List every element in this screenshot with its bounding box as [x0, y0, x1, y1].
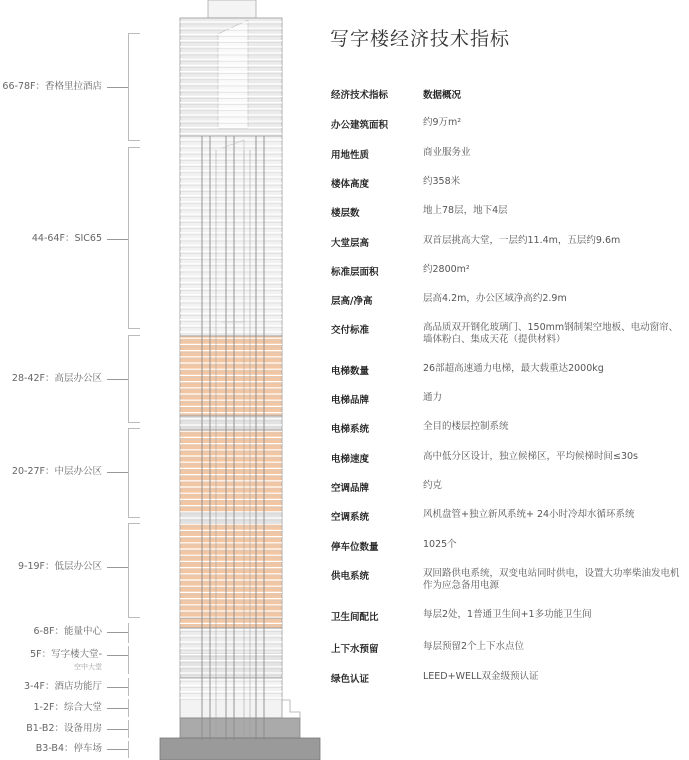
spec-name: 电梯速度 — [331, 454, 370, 465]
floor-label-hotel: 66-78F：香格里拉酒店 — [2, 81, 102, 92]
floor-label-hotel-function: 3-4F：酒店功能厅 — [24, 681, 102, 692]
floor-label-parking: B3-B4：停车场 — [35, 743, 102, 754]
floor-label-equipment: B1-B2：设备用房 — [26, 723, 102, 734]
tower-sky-lobby — [180, 654, 282, 678]
spec-name: 层高/净高 — [331, 296, 373, 307]
spec-name: 电梯品牌 — [331, 395, 370, 406]
floor-bracket — [128, 33, 140, 141]
floor-label-low-office: 9-19F：低层办公区 — [17, 561, 102, 572]
spec-name: 绿色认证 — [331, 674, 370, 685]
floor-tick — [107, 239, 128, 240]
tower-low-office — [180, 524, 282, 618]
spec-value: 通力 — [423, 392, 443, 403]
floor-tick — [107, 632, 128, 633]
floor-label-high-office: 28-42F：高层办公区 — [11, 373, 102, 384]
spec-value: 26部超高速通力电梯，最大载重达2000kg — [423, 363, 604, 374]
floor-label-energy: 6-8F：能量中心 — [33, 626, 102, 637]
page-title: 写字楼经济技术指标 — [330, 28, 511, 50]
spec-name: 供电系统 — [331, 571, 370, 582]
spec-value: 1025个 — [423, 539, 457, 550]
floor-tick — [107, 567, 128, 568]
spec-name: 停车位数量 — [331, 542, 379, 553]
spec-value: 商业服务业 — [423, 147, 471, 158]
spec-name: 空调品牌 — [331, 483, 370, 494]
floor-bracket — [128, 335, 140, 423]
floor-tick — [107, 749, 128, 750]
floor-label-mid-office: 20-27F：中层办公区 — [11, 466, 102, 477]
spec-value: 全目的楼层控制系统 — [423, 421, 509, 432]
floor-bracket — [128, 646, 140, 674]
floor-tick — [107, 655, 128, 656]
floor-label-lobby-5f-sub: 空中大堂 — [74, 663, 102, 671]
spec-name: 上下水预留 — [331, 644, 379, 655]
floor-tick — [107, 729, 128, 730]
spec-value: 每层预留2个上下水点位 — [423, 641, 525, 652]
spec-name: 办公建筑面积 — [331, 120, 389, 131]
spec-name: 楼体高度 — [331, 179, 370, 190]
floor-label-lobby: 1-2F：综合大堂 — [33, 702, 102, 713]
spec-value: 约358米 — [423, 176, 461, 187]
spec-value: 约2800m² — [423, 264, 470, 275]
tower-sic65-zone — [180, 136, 282, 336]
spec-name: 大堂层高 — [331, 238, 370, 249]
tower-crown — [208, 0, 256, 18]
spec-value: 双首层挑高大堂，一层约11.4m，五层约9.6m — [423, 235, 621, 246]
spec-value: 约9万m² — [423, 117, 462, 128]
spec-name: 卫生间配比 — [331, 612, 379, 623]
tower-basement-parking — [160, 738, 320, 760]
spec-name: 标准层面积 — [331, 267, 379, 278]
floor-bracket — [128, 678, 140, 696]
floor-bracket — [128, 523, 140, 618]
floor-tick — [107, 687, 128, 688]
spec-value: 每层2处，1普通卫生间+1多功能卫生间 — [423, 609, 592, 620]
spec-value: LEED+WELL双金级预认证 — [423, 671, 539, 682]
floor-bracket — [128, 741, 140, 758]
spec-name: 用地性质 — [331, 150, 370, 161]
spec-name: 电梯系统 — [331, 424, 370, 435]
floor-tick — [107, 472, 128, 473]
floor-label-lobby-5f: 5F：写字楼大堂- — [30, 649, 102, 660]
tower-refuge-floor — [180, 416, 282, 430]
spec-value: 双回路供电系统，双变电站同时供电，设置大功率柴油发电机作为应急备用电源 — [423, 568, 680, 591]
tower-podium-step — [282, 700, 300, 718]
floor-bracket — [128, 623, 140, 643]
floor-label-sic65: 44-64F：SIC65 — [31, 233, 102, 244]
spec-value: 约克 — [423, 480, 443, 491]
spec-header-value: 数据概况 — [423, 90, 462, 101]
spec-value: 高品质双开钢化玻璃门、150mm钢制架空地板、电动窗帘、墙体粉白、集成天花（提供材料） — [423, 322, 679, 345]
spec-value: 风机盘管+独立新风系统+ 24小时冷却水循环系统 — [423, 509, 635, 520]
spec-name: 空调系统 — [331, 512, 370, 523]
spec-header-name: 经济技术指标 — [331, 90, 389, 101]
spec-name: 交付标准 — [331, 325, 370, 336]
floor-bracket — [128, 428, 140, 518]
spec-value: 层高4.2m，办公区域净高约2.9m — [423, 293, 567, 304]
spec-value: 地上78层，地下4层 — [423, 205, 508, 216]
floor-tick — [107, 708, 128, 709]
spec-name: 楼层数 — [331, 208, 360, 219]
spec-name: 电梯数量 — [331, 366, 370, 377]
floor-tick — [107, 379, 128, 380]
floor-tick — [107, 87, 128, 88]
spec-value: 高中低分区设计，独立候梯区，平均候梯时间≤30s — [423, 451, 638, 462]
floor-bracket — [128, 699, 140, 717]
floor-bracket — [128, 147, 140, 329]
tower-basement-equipment — [180, 718, 300, 738]
floor-bracket — [128, 720, 140, 738]
